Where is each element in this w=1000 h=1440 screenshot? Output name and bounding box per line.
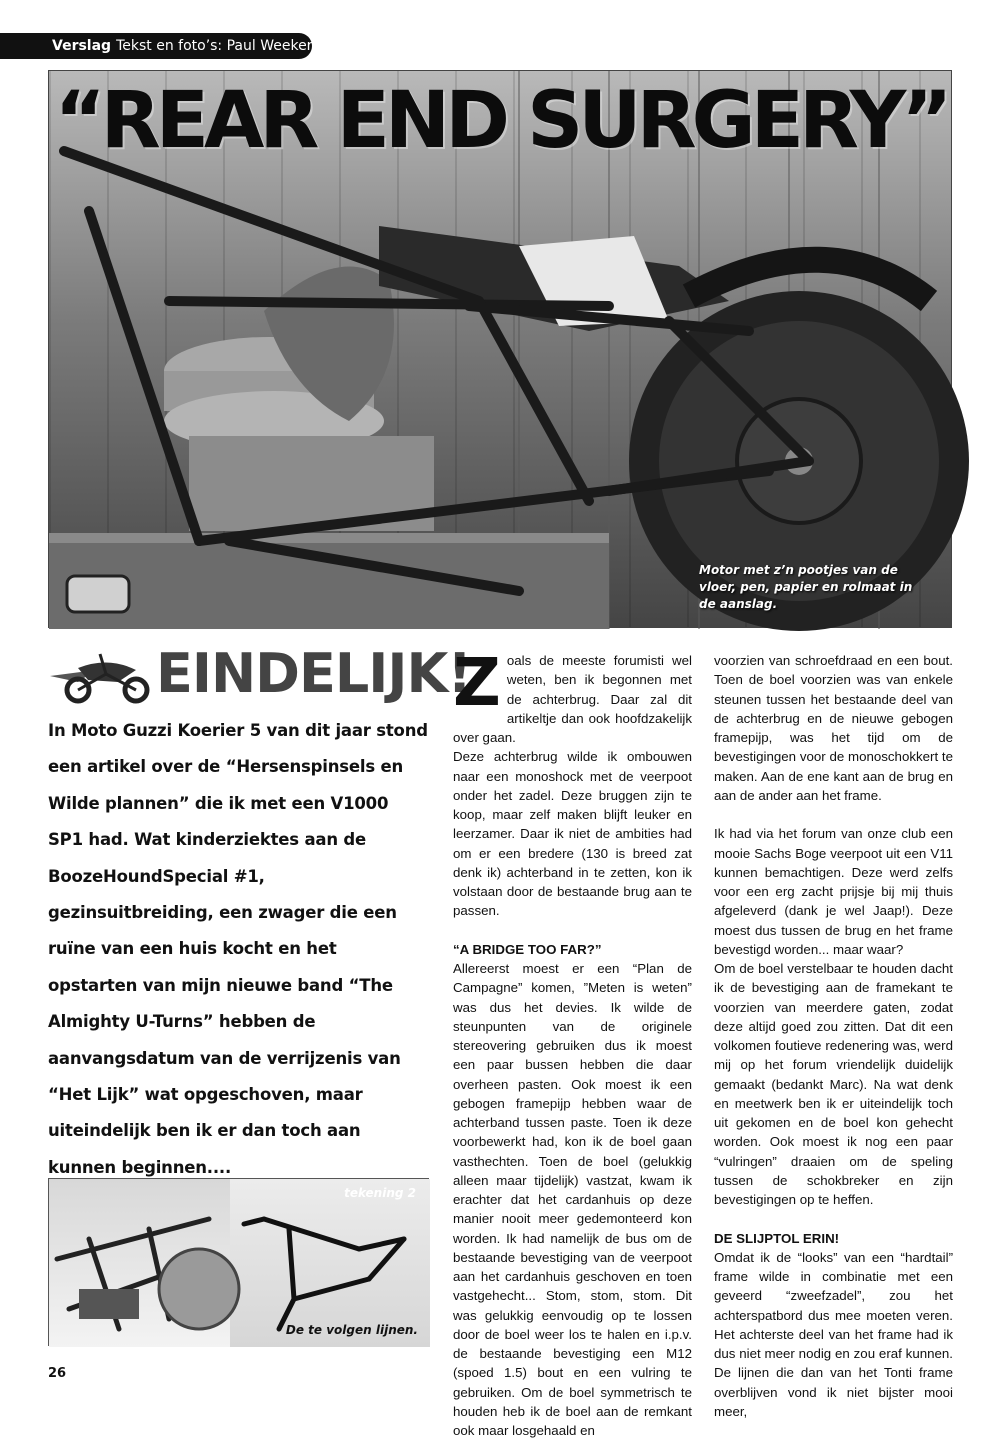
page-number: 26	[48, 1366, 67, 1381]
frame-drawing-illustration	[49, 1179, 430, 1347]
section-label: Verslag	[52, 38, 112, 54]
paragraph-text: oals de meeste forumisti wel weten, ben ik begonnen met de achterbrug. Daar zal dit artikeltje dan ook hoofdzakelijk over gaan.	[453, 653, 692, 745]
photo-caption: Motor met z’n pootjes van de vloer, pen, papier en rolmaat in de aanslag.	[699, 563, 913, 611]
drop-cap: Z	[453, 644, 501, 721]
author-credit: Tekst en foto’s: Paul Weekers	[116, 38, 320, 54]
intro-paragraph: In Moto Guzzi Koerier 5 van dit jaar stond een artikel over de “Hersenspinsels en Wilde plannen” die ik met een V1000 SP1 had. Wat kinderziektes aan de BoozeHoundSpecial #1, gezinsuitbreiding, een zwager die een ruïne van een huis kocht en het opstarten van mijn nieuwe band “The Almighty U-Turns” hebben de aanvangsdatum van de verrijzenis van “Het Lijk” wat opgeschoven, maar uiteindelijk ben ik er dan toch aan kunnen beginnen....	[48, 721, 428, 1177]
drawing-caption: De te volgen lijnen.	[285, 1323, 418, 1337]
paragraph	[453, 644, 692, 747]
motorcycle-logo-icon	[48, 648, 154, 704]
paragraph: voorzien van schroefdraad en een bout. Toen de boel voorzien was van enkele steunen tussen het bestaande deel van de achterbrug en de nieuwe gebogen framepijp, was het tijd om de bevestigingen voor de monoschokkert te maken. Aan de ene kant aan de brug en aan de ander aan het frame.	[714, 653, 953, 803]
drawing-label: tekening 2	[344, 1186, 416, 1200]
section-header-bar	[0, 33, 320, 59]
section-heading: EINDELIJK!	[156, 642, 471, 705]
paragraph: Omdat ik de “looks” van een “hardtail” frame wilde in combinatie met een geveerd “zweefzadel”, zou het achterspatbord dus mee moeten veren. Het achterste deel van het frame had ik dus niet meer nodig en zou eraf kunnen. De lijnen die dan van het Tonti frame overblijven vond ik niet bijster mooi meer,	[714, 1249, 953, 1419]
subheading: DE SLIJPTOL ERIN!	[714, 1230, 840, 1246]
hero-photo	[48, 70, 952, 628]
paragraph: Om de boel verstelbaar te houden dacht ik de bevestiging aan de framekant te voorzien van meerdere gaten, zodat deze altijd goed zou zitten. Dat dit een volkomen foutieve redenering was, werd mij op het forum vriendelijk duidelijk gemaakt (bedankt Marc). Na wat denk en meetwerk ben ik er uiteindelijk toch uit gekomen en de boel kon gehecht worden. Ook moest ik nog een paar “vulringen” draaien om de speling tussen de schokbreker en zijn bevestigingen op te heffen.	[714, 961, 953, 1207]
text-column-2	[714, 651, 953, 1421]
paragraph: Allereerst moest er een “Plan de Campagne” komen, ”Meten is weten” was dus het devies. Ik wilde de steunpunten van de originele stereovering gebruiken dus ik moest een paar bussen hebben die daar overheen pasten. Ook moest ik een gebogen framepijp hebben waar de achterband tussen paste. Toen ik deze voorbewerkt had, kon ik de boel gaan vasthechten. Toen de boel (gelukkig alleen maar tijdelijk) vastzat, kwam ik erachter dat het cardanhuis op deze manier nooit meer gedemonteerd kon worden. Ik had namelijk de bus om de bestaande bevestiging van de veerpoot aan het cardanhuis geschoven en toen vastgehecht... Stom, stom, stom. Dit was gelukkig eenvoudig op te lossen door de boel weer los te halen en i.p.v. de bestaande bevestiging een M12 (spoed 1.5) bout en een vulring te gebruiken. Om de boel symmetrisch te houden heb ik de boel aan de remkant ook maar losgehaald en	[453, 961, 692, 1438]
paragraph: Deze achterbrug wilde ik ombouwen naar een monoshock met de veerpoot onder het zadel. Deze bruggen zijn te koop, maar zelf maken blijft leuker en leerzamer. Daar ik niet de ambities had om er een bredere (130 is breed zat denk ik) achterband in te zetten, kon ik volstaan door de bestaande brug aan te passen.	[453, 749, 692, 919]
text-column-1	[453, 644, 692, 1440]
paragraph: Ik had via het forum van onze club een mooie Sachs Boge veerpoot uit een V11 kunnen bemachtigen. Deze werd zelfs voor een erg zacht prijsje bij mij thuis afgeleverd (dank je wel Jaap!). Deze moest dus tussen de brug en het frame bevestigd worden... maar waar?	[714, 826, 953, 957]
technical-drawing-figure	[48, 1178, 429, 1346]
article-title: “REAR END SURGERY”	[54, 76, 948, 166]
subheading: “A BRIDGE TOO FAR?”	[453, 941, 602, 957]
